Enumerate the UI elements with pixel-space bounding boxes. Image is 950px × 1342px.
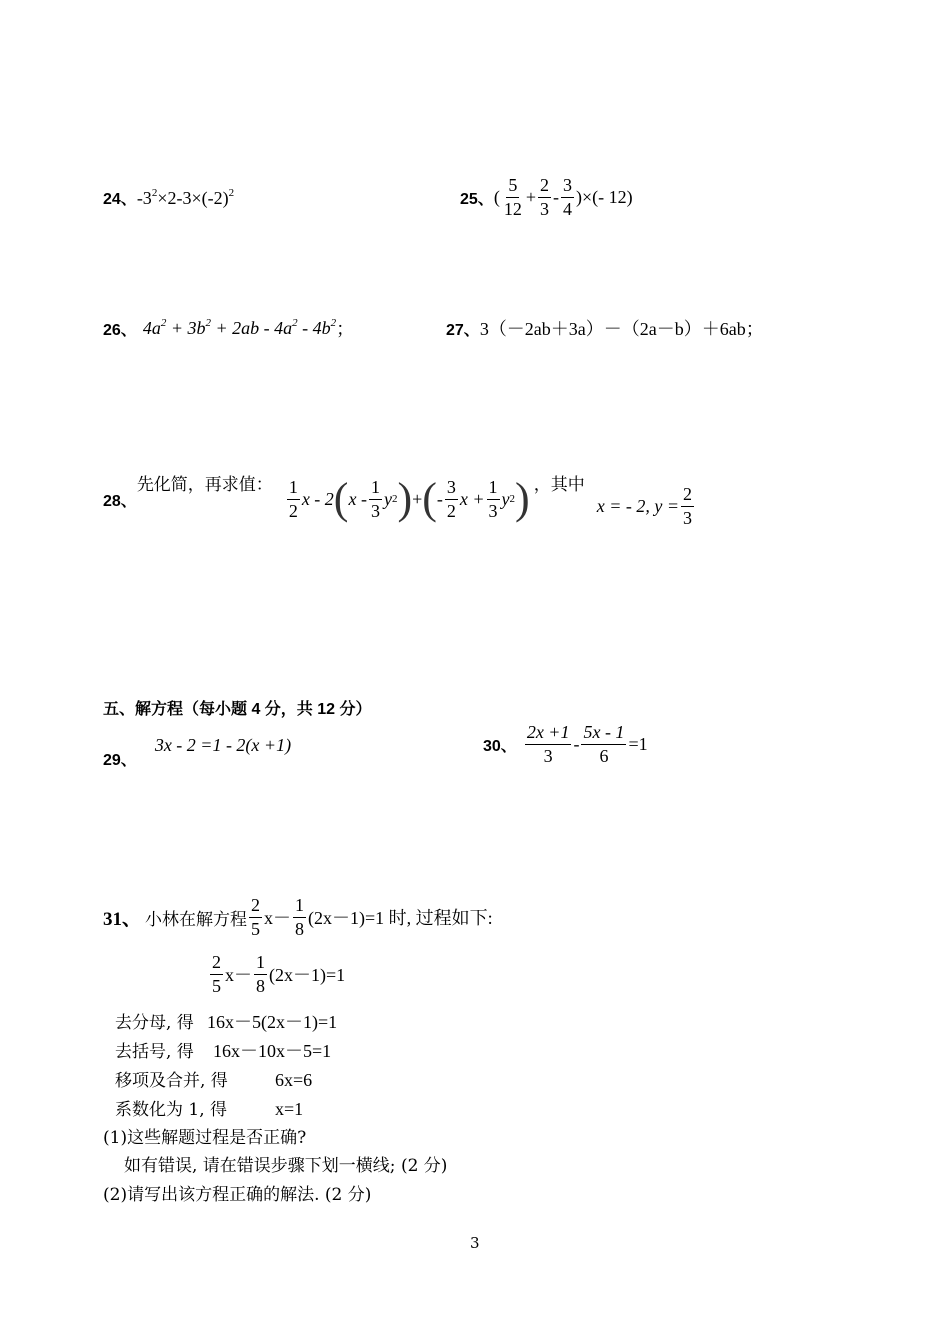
original-equation: $\frac{2}{5}$ x－ $\frac{1}{8}$ (2x－1)=1 (212, 952, 346, 996)
question-number: 29、 (103, 752, 137, 769)
step-row: 去括号, 得 16x－10x－5=1 (115, 1041, 332, 1062)
fraction: $\frac{3}{4}$ (562, 175, 572, 219)
expression: 3x - 2 =1 - 2(x +1) (154, 735, 292, 755)
part-1: (1)这些解题过程是否正确? (103, 1128, 307, 1148)
question-number: 24、 (103, 191, 137, 208)
step-row: 去分母, 得 16x－5(2x－1)=1 (115, 1012, 338, 1033)
expression: $\frac{1}{2}$ x - 2 ( x - $\frac{1}{3}$ y 2 ) + ( - $\frac{3}{2}$ x + $\frac{1}{3}$ y 2 ) (288, 474, 530, 524)
question-31: 31、 小林在解方程 $\frac{2}{5}$ x－ $\frac{1}{8}$ (2x－1)=1 时, 过程如下: (103, 895, 493, 939)
question-28 (103, 470, 696, 528)
part-2: (2)请写出该方程正确的解法. (2 分) (103, 1185, 372, 1205)
expression: 3（－2ab＋3a）－（2a－b）＋6ab； (479, 319, 764, 339)
section-heading: 五、解方程（每小题 4 分，共 12 分） (103, 701, 372, 718)
condition: x = - 2, y = $\frac{2}{3}$ (596, 484, 692, 528)
instruction: 先化简，再求值： (136, 475, 273, 495)
step-row: 移项及合并, 得 6x=6 (115, 1070, 313, 1091)
question-26: 26、 $4a^2 + 3b^2 + 2ab - 4a^2 - 4b^2$ ； (103, 317, 355, 339)
question-24 (103, 186, 234, 209)
page-number: 3 (470, 1234, 480, 1252)
question-number: 31、 (103, 908, 142, 930)
question-number: 25、 (460, 190, 494, 208)
question-29 (103, 735, 291, 770)
expression: $4a^2 + 3b^2 + 2ab - 4a^2 - 4b^2$ (142, 317, 337, 338)
question-number: 27、 (446, 321, 480, 339)
question-30 (483, 722, 648, 766)
part-1-note: 如有错误, 请在错误步骤下划一横线; (2 分) (124, 1156, 448, 1176)
question-number: 26、 (103, 321, 137, 339)
question-27 (446, 315, 764, 341)
question-number: 28、 (103, 492, 137, 510)
condition-label: ，其中 (533, 475, 585, 495)
expression: $\frac{2x +1}{3}$ - $\frac{5x - 1}{6}$ =1 (526, 722, 648, 766)
question-number: 30、 (483, 737, 517, 755)
expression: $-3^2\times 2-3\times(-2)^2$ (136, 186, 235, 208)
question-25: 25、 ( $\frac{5}{12}$ + $\frac{2}{3}$ - $\frac{3}{4}$ )×(- 12) (460, 175, 633, 219)
step-row: 系数化为 1, 得 x=1 (115, 1099, 304, 1120)
fraction: $\frac{2}{3}$ (539, 175, 549, 219)
fraction: $\frac{5}{12}$ (503, 175, 522, 219)
